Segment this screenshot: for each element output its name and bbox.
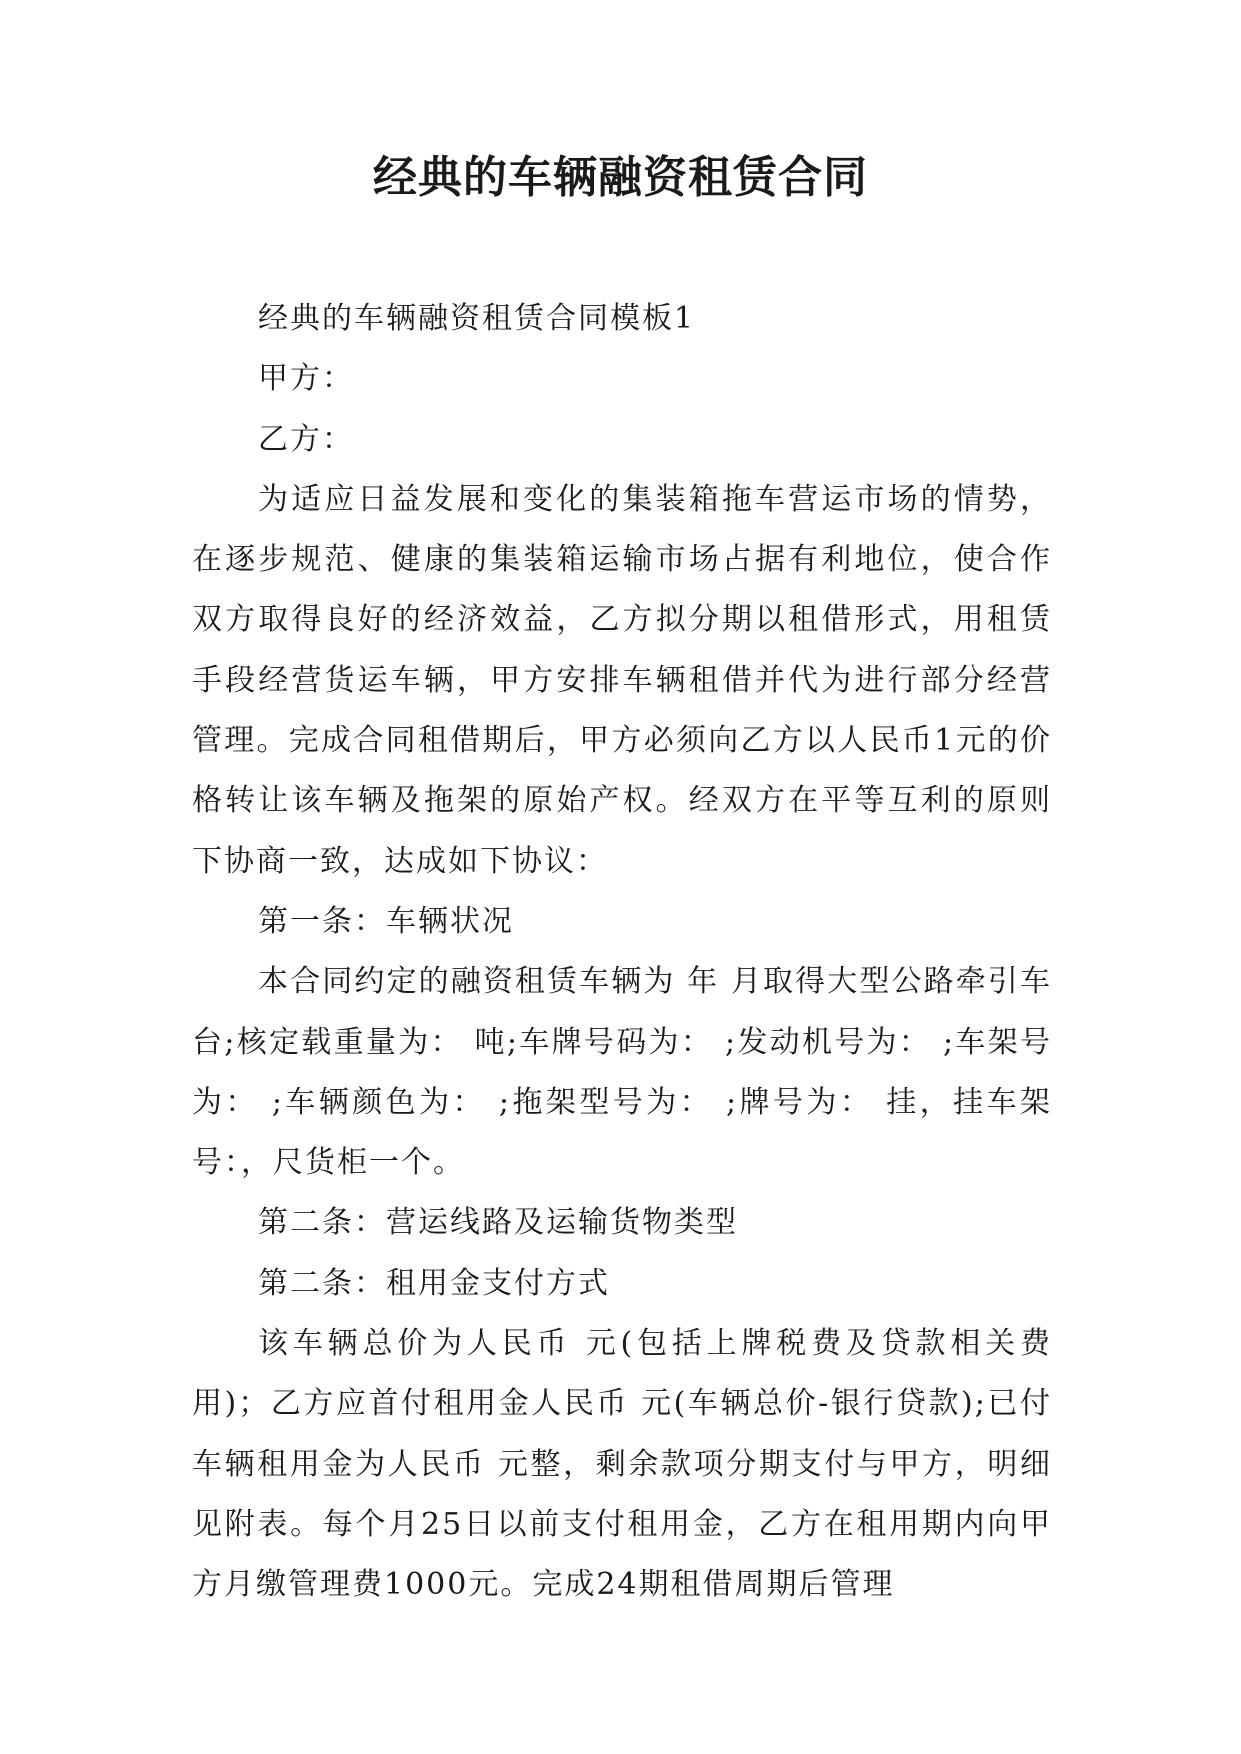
document-body: [192, 289, 1052, 1616]
party-a-line: 甲方：: [258, 361, 354, 397]
article-1-body: 本合同约定的融资租赁车辆为 年 月取得大型公路牵引车 台;核定载重量为： 吨;车牌号码为： ;发动机号为： ;车架号为： ;车辆颜色为： ;拖架型号为： ;牌号为： 挂，挂车架号：，尺货柜一个。: [192, 964, 1052, 1181]
preamble-paragraph: 为适应日益发展和变化的集装箱拖车营运市场的情势，在逐步规范、健康的集装箱运输市场占据有利地位，使合作双方取得良好的经济效益，乙方拟分期以租借形式，用租赁手段经营货运车辆，甲方安排车辆租借并代为进行部分经营管理。完成合同租借期后，甲方必须向乙方以人民币1元的价格转让该车辆及拖架的原始产权。经双方在平等互利的原则下协商一致，达成如下协议：: [192, 481, 1052, 879]
article-2b-heading: 第二条：租用金支付方式: [258, 1265, 610, 1301]
payment-paragraph: 该车辆总价为人民币 元(包括上牌税费及贷款相关费用)；乙方应首付租用金人民币 元(车辆总价-银行贷款);已付车辆租用金为人民币 元整，剩余款项分期支付与甲方，明细见附表。每个月25日以前支付租用金，乙方在租用期内向甲方月缴管理费1000元。完成24期租借周期后管理: [192, 1326, 1052, 1603]
party-b-line: 乙方：: [258, 421, 354, 457]
article-2-heading: 第二条：营运线路及运输货物类型: [258, 1205, 738, 1241]
template-heading: 经典的车辆融资租赁合同模板1: [258, 301, 696, 336]
document-title: 经典的车辆融资租赁合同: [373, 152, 868, 203]
article-1-heading: 第一条：车辆状况: [258, 903, 514, 939]
